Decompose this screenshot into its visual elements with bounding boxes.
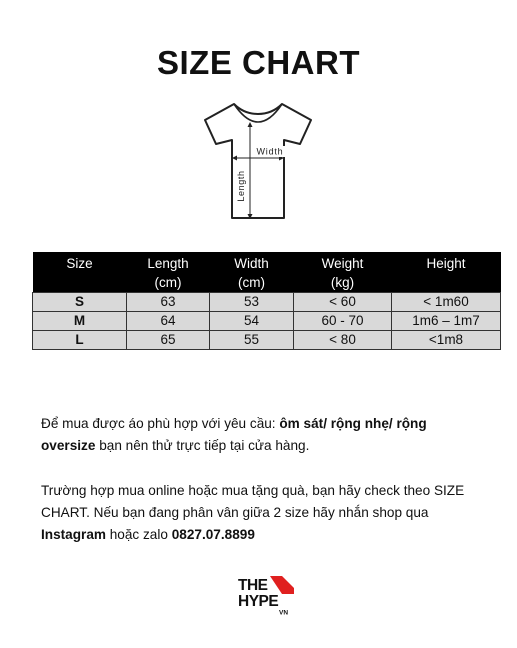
table-row (33, 331, 501, 350)
logo-accent-stripe (270, 576, 294, 594)
header-width: Width (cm) (210, 252, 294, 293)
width-label: Width (256, 146, 284, 157)
table-row (33, 293, 501, 312)
brand-logo (236, 574, 296, 616)
length-cell: 64 (127, 312, 210, 331)
logo-text-the: THE (238, 577, 268, 594)
height-cell: <1m8 (392, 331, 501, 350)
weight-cell: < 80 (294, 331, 392, 350)
phone-number: 0827.07.8899 (171, 527, 255, 542)
height-cell: 1m6 – 1m7 (392, 312, 501, 331)
table-row (33, 312, 501, 331)
size-cell: S (33, 293, 127, 312)
weight-cell: < 60 (294, 293, 392, 312)
logo-text-vn: VN (279, 609, 289, 616)
size-chart-table (32, 252, 501, 350)
width-cell: 54 (210, 312, 294, 331)
size-cell: M (33, 312, 127, 331)
fit-advice-intro: Để mua được áo phù hợp với yêu cầu: (41, 416, 280, 431)
fit-options: ôm sát/ rộng nhẹ/ rộng oversize (41, 416, 427, 453)
instagram-label: Instagram (41, 527, 106, 542)
header-height: Height (392, 252, 501, 293)
length-label: Length (236, 170, 246, 202)
header-length: Length (cm) (127, 252, 210, 293)
header-size: Size (33, 252, 127, 293)
width-cell: 53 (210, 293, 294, 312)
tshirt-diagram (198, 100, 318, 224)
width-cell: 55 (210, 331, 294, 350)
fit-advice-outro: bạn nên thử trực tiếp tại cửa hàng. (95, 438, 310, 453)
tshirt-outline (205, 104, 311, 218)
logo-text-hype: HYPE (238, 593, 279, 610)
page-title: SIZE CHART (157, 44, 360, 81)
length-cell: 65 (127, 331, 210, 350)
length-cell: 63 (127, 293, 210, 312)
online-order-paragraph (41, 480, 477, 546)
table-header-row (33, 252, 501, 293)
header-weight: Weight (kg) (294, 252, 392, 293)
online-order-text: Trường hợp mua online hoặc mua tặng quà, bạn hãy check theo SIZE CHART. Nếu bạn đang phân vân giữa 2 size hãy nhắn shop qua (41, 483, 465, 520)
zalo-text: hoặc zalo (105, 527, 172, 542)
height-cell: < 1m60 (392, 293, 501, 312)
fit-advice-paragraph (41, 413, 477, 457)
size-cell: L (33, 331, 127, 350)
weight-cell: 60 - 70 (294, 312, 392, 331)
